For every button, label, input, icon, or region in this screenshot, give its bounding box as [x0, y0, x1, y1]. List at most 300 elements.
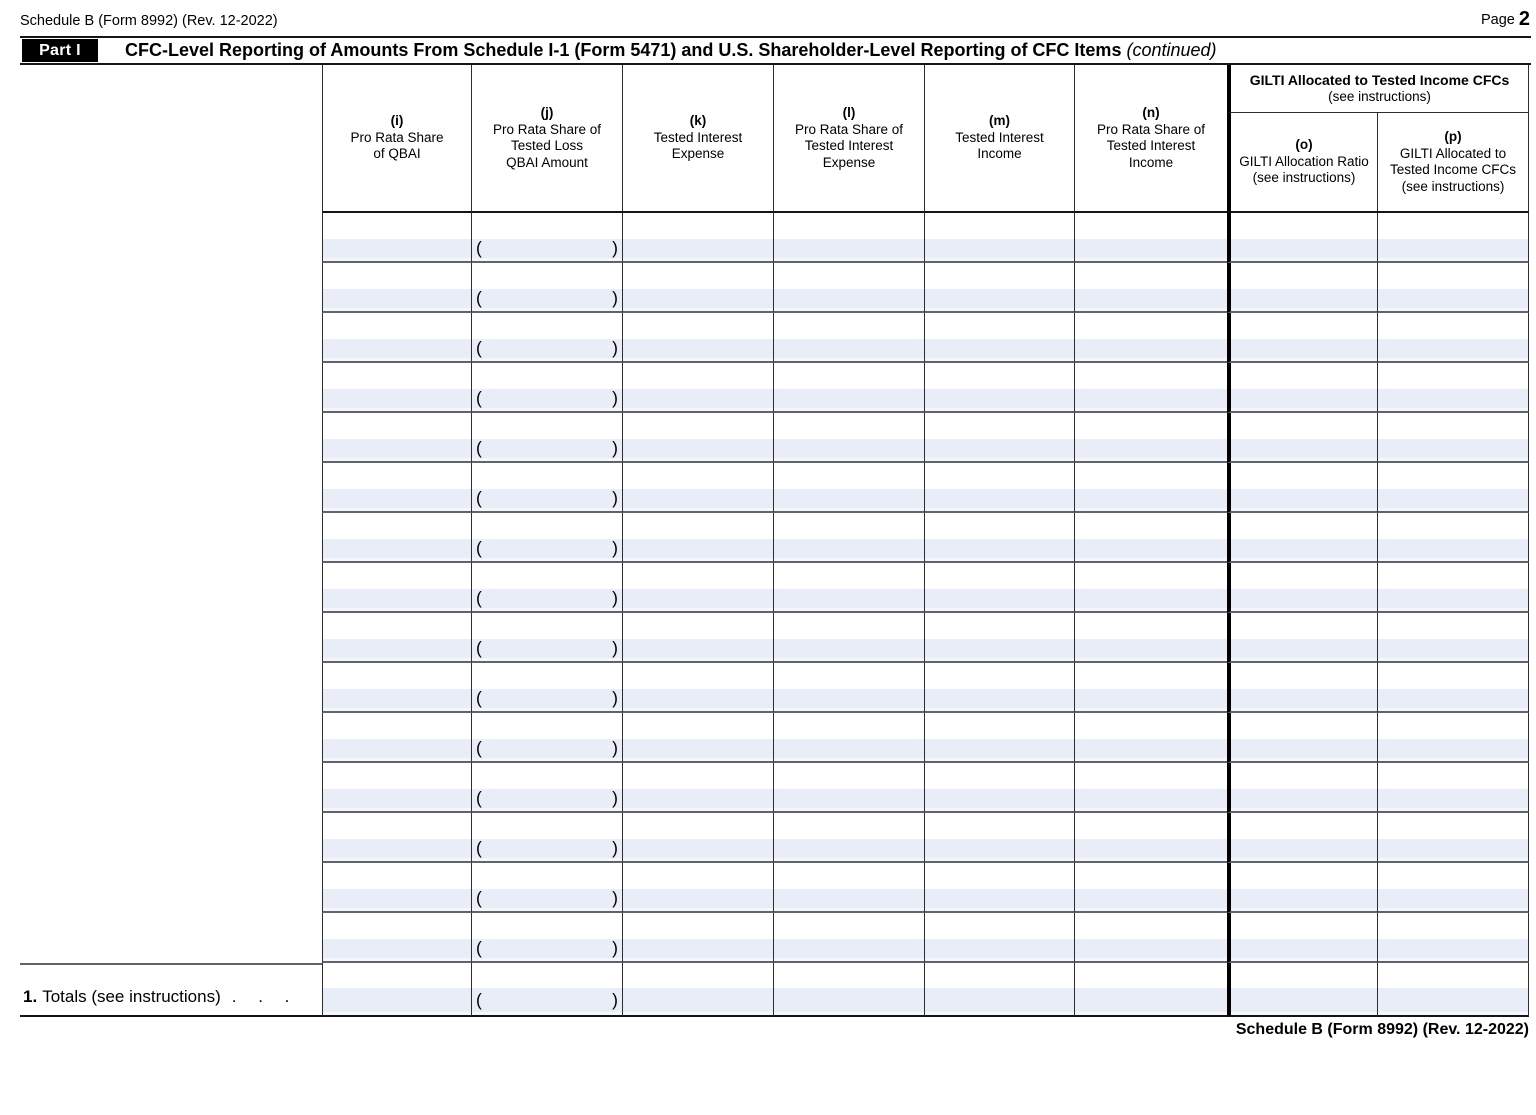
- input-k-row1[interactable]: [623, 239, 773, 261]
- cell-upper-area: [925, 263, 1074, 289]
- cell-2-l: [774, 263, 925, 313]
- input-m-row11[interactable]: [925, 739, 1074, 761]
- cell-upper-area: [925, 563, 1074, 589]
- input-o-row1[interactable]: [1231, 239, 1377, 261]
- cell-2-k: [623, 263, 774, 313]
- input-n-row6[interactable]: [1075, 489, 1227, 511]
- cell-11-p: [1378, 713, 1529, 763]
- cell-15-p: [1378, 913, 1529, 963]
- input-j-row15[interactable]: [472, 939, 622, 961]
- input-p-row8[interactable]: [1378, 589, 1528, 611]
- input-k-row7[interactable]: [623, 539, 773, 561]
- input-n-row11[interactable]: [1075, 739, 1227, 761]
- cell-upper-area: [1075, 863, 1227, 889]
- cell-upper-area: [1378, 713, 1528, 739]
- cell-upper-area: [1378, 263, 1528, 289]
- cell-12-l: [774, 763, 925, 813]
- totals-input-l[interactable]: [774, 988, 924, 1015]
- cell-upper-area: [323, 763, 471, 789]
- column-label-line: (see instructions): [1252, 170, 1356, 186]
- cell-12-p: [1378, 763, 1529, 813]
- column-label-line: of QBAI: [373, 146, 421, 162]
- input-j-row3[interactable]: [472, 339, 622, 361]
- cell-3-p: [1378, 313, 1529, 363]
- input-n-row2[interactable]: [1075, 289, 1227, 311]
- cell-4-k: [623, 363, 774, 413]
- cell-upper-area: [472, 613, 622, 639]
- cell-upper-area: [1075, 313, 1227, 339]
- cell-upper-area: [925, 913, 1074, 939]
- cell-4-l: [774, 363, 925, 413]
- totals-input-p[interactable]: [1378, 988, 1528, 1015]
- input-i-row15[interactable]: [323, 939, 471, 961]
- paren-open: (: [476, 788, 482, 808]
- input-k-row11[interactable]: [623, 739, 773, 761]
- column-letter: (j): [540, 105, 554, 120]
- input-l-row8[interactable]: [774, 589, 924, 611]
- cell-upper-area: [623, 813, 773, 839]
- input-l-row7[interactable]: [774, 539, 924, 561]
- cell-8-j: [472, 563, 623, 613]
- paren-open: (: [476, 338, 482, 358]
- column-label-line: Tested Loss: [510, 138, 584, 153]
- totals-input-i[interactable]: [323, 988, 471, 1015]
- input-m-row9[interactable]: [925, 639, 1074, 661]
- cell-8-m: [925, 563, 1075, 613]
- cell-14-j: [472, 863, 623, 913]
- cell-upper-area: [1075, 563, 1227, 589]
- cell-upper-area: [925, 813, 1074, 839]
- cell-4-m: [925, 363, 1075, 413]
- totals-cell-j: [472, 963, 623, 1017]
- column-label-line: GILTI Allocated to: [1399, 145, 1507, 161]
- input-m-row6[interactable]: [925, 489, 1074, 511]
- column-label-line: Income: [977, 146, 1022, 162]
- cell-15-n: [1075, 913, 1227, 963]
- input-o-row11[interactable]: [1231, 739, 1377, 761]
- cell-5-o: [1227, 413, 1378, 463]
- input-o-row15[interactable]: [1231, 939, 1377, 961]
- input-n-row3[interactable]: [1075, 339, 1227, 361]
- cell-upper-area: [1378, 913, 1528, 939]
- form-reference: Schedule B (Form 8992) (Rev. 12-2022): [20, 13, 278, 29]
- cell-upper-area: [1231, 263, 1377, 289]
- input-o-row10[interactable]: [1231, 689, 1377, 711]
- input-k-row5[interactable]: [623, 439, 773, 461]
- paren-close: ): [612, 888, 618, 908]
- cell-7-l: [774, 513, 925, 563]
- input-n-row15[interactable]: [1075, 939, 1227, 961]
- input-p-row10[interactable]: [1378, 689, 1528, 711]
- input-p-row14[interactable]: [1378, 889, 1528, 911]
- cell-5-j: [472, 413, 623, 463]
- input-o-row6[interactable]: [1231, 489, 1377, 511]
- input-o-row7[interactable]: [1231, 539, 1377, 561]
- column-label-line: Tested Interest: [653, 129, 743, 145]
- cell-upper-area: [472, 763, 622, 789]
- cell-9-l: [774, 613, 925, 663]
- input-o-row13[interactable]: [1231, 839, 1377, 861]
- input-l-row6[interactable]: [774, 489, 924, 511]
- cell-upper-area: [1075, 363, 1227, 389]
- cell-upper-area: [1378, 463, 1528, 489]
- input-l-row15[interactable]: [774, 939, 924, 961]
- cell-upper-area: [1231, 713, 1377, 739]
- input-m-row13[interactable]: [925, 839, 1074, 861]
- column-header-i: [322, 65, 472, 213]
- column-letter: (o): [1295, 137, 1313, 153]
- paren-close: ): [612, 588, 618, 608]
- input-o-row12[interactable]: [1231, 789, 1377, 811]
- input-p-row2[interactable]: [1378, 289, 1528, 311]
- cell-upper-area: [1378, 213, 1528, 239]
- cell-13-m: [925, 813, 1075, 863]
- input-i-row14[interactable]: [323, 889, 471, 911]
- cell-10-l: [774, 663, 925, 713]
- input-k-row8[interactable]: [623, 589, 773, 611]
- input-k-row2[interactable]: [623, 289, 773, 311]
- cell-1-p: [1378, 213, 1529, 263]
- totals-input-k[interactable]: [623, 988, 773, 1015]
- paren-open: (: [476, 388, 482, 408]
- totals-cell-i: [322, 963, 472, 1017]
- column-header-m: [925, 65, 1075, 213]
- paren-open: (: [476, 288, 482, 308]
- cell-13-j: [472, 813, 623, 863]
- column-letter: (n): [1142, 105, 1160, 120]
- cell-13-l: [774, 813, 925, 863]
- cell-upper-area: [1075, 713, 1227, 739]
- cell-3-m: [925, 313, 1075, 363]
- input-m-row1[interactable]: [925, 239, 1074, 261]
- input-k-row4[interactable]: [623, 389, 773, 411]
- column-header-j: [472, 65, 623, 213]
- cell-15-k: [623, 913, 774, 963]
- input-n-row8[interactable]: [1075, 589, 1227, 611]
- input-i-row1[interactable]: [323, 239, 471, 261]
- input-j-row8[interactable]: [472, 589, 622, 611]
- input-j-row14[interactable]: [472, 889, 622, 911]
- cell-upper-area: [323, 563, 471, 589]
- cell-10-j: [472, 663, 623, 713]
- input-i-row12[interactable]: [323, 789, 471, 811]
- cell-upper-area: [323, 663, 471, 689]
- totals-input-m[interactable]: [925, 988, 1074, 1015]
- cell-3-k: [623, 313, 774, 363]
- input-o-row3[interactable]: [1231, 339, 1377, 361]
- cell-upper-area: [774, 513, 924, 539]
- input-i-row11[interactable]: [323, 739, 471, 761]
- cell-upper-area: [774, 463, 924, 489]
- cell-upper-area: [1378, 763, 1528, 789]
- input-m-row5[interactable]: [925, 439, 1074, 461]
- cell-upper-area: [623, 863, 773, 889]
- part-title-text: CFC-Level Reporting of Amounts From Schedule I-1 (Form 5471) and U.S. Shareholder-Level Reporting of CFC Items: [125, 40, 1122, 60]
- input-j-row7[interactable]: [472, 539, 622, 561]
- paren-open: (: [476, 738, 482, 758]
- input-m-row7[interactable]: [925, 539, 1074, 561]
- cell-upper-area: [1231, 863, 1377, 889]
- cell-upper-area: [1231, 313, 1377, 339]
- input-k-row14[interactable]: [623, 889, 773, 911]
- paren-close: ): [612, 738, 618, 758]
- cell-12-o: [1227, 763, 1378, 813]
- cell-upper-area: [1231, 563, 1377, 589]
- paren-close: ): [612, 838, 618, 858]
- totals-input-o[interactable]: [1231, 988, 1377, 1015]
- cell-2-m: [925, 263, 1075, 313]
- cell-8-k: [623, 563, 774, 613]
- cell-upper-area: [323, 513, 471, 539]
- cell-upper-area: [774, 813, 924, 839]
- input-o-row14[interactable]: [1231, 889, 1377, 911]
- cell-11-l: [774, 713, 925, 763]
- input-j-row12[interactable]: [472, 789, 622, 811]
- input-j-row11[interactable]: [472, 739, 622, 761]
- input-j-row1[interactable]: [472, 239, 622, 261]
- cell-7-p: [1378, 513, 1529, 563]
- input-j-row10[interactable]: [472, 689, 622, 711]
- cell-upper-area: [1378, 513, 1528, 539]
- input-l-row12[interactable]: [774, 789, 924, 811]
- input-p-row15[interactable]: [1378, 939, 1528, 961]
- input-n-row13[interactable]: [1075, 839, 1227, 861]
- input-m-row15[interactable]: [925, 939, 1074, 961]
- cell-upper-area: [472, 713, 622, 739]
- cell-upper-area: [472, 813, 622, 839]
- input-i-row7[interactable]: [323, 539, 471, 561]
- cell-upper-area: [1378, 963, 1528, 988]
- cell-9-n: [1075, 613, 1227, 663]
- cell-upper-area: [623, 663, 773, 689]
- input-p-row3[interactable]: [1378, 339, 1528, 361]
- cell-upper-area: [472, 863, 622, 889]
- cell-upper-area: [925, 663, 1074, 689]
- input-n-row7[interactable]: [1075, 539, 1227, 561]
- input-n-row12[interactable]: [1075, 789, 1227, 811]
- input-i-row6[interactable]: [323, 489, 471, 511]
- cell-4-i: [322, 363, 472, 413]
- cell-11-j: [472, 713, 623, 763]
- cell-upper-area: [774, 763, 924, 789]
- input-k-row10[interactable]: [623, 689, 773, 711]
- cell-upper-area: [623, 263, 773, 289]
- input-o-row4[interactable]: [1231, 389, 1377, 411]
- input-l-row5[interactable]: [774, 439, 924, 461]
- totals-cell-n: [1075, 963, 1227, 1017]
- input-j-row6[interactable]: [472, 489, 622, 511]
- cell-upper-area: [472, 313, 622, 339]
- totals-input-j[interactable]: [472, 988, 622, 1015]
- cell-upper-area: [1378, 613, 1528, 639]
- column-label-line: Income: [1128, 154, 1174, 170]
- input-k-row9[interactable]: [623, 639, 773, 661]
- input-j-row4[interactable]: [472, 389, 622, 411]
- cell-11-k: [623, 713, 774, 763]
- input-k-row6[interactable]: [623, 489, 773, 511]
- cell-upper-area: [1075, 763, 1227, 789]
- input-i-row3[interactable]: [323, 339, 471, 361]
- cell-14-m: [925, 863, 1075, 913]
- cell-7-i: [322, 513, 472, 563]
- cell-upper-area: [1378, 363, 1528, 389]
- paren-open: (: [476, 538, 482, 558]
- cell-upper-area: [623, 963, 773, 988]
- input-p-row9[interactable]: [1378, 639, 1528, 661]
- input-p-row6[interactable]: [1378, 489, 1528, 511]
- dot-leader: . . .: [231, 987, 290, 1006]
- input-n-row14[interactable]: [1075, 889, 1227, 911]
- input-k-row3[interactable]: [623, 339, 773, 361]
- input-m-row3[interactable]: [925, 339, 1074, 361]
- column-letter: (m): [989, 113, 1010, 129]
- input-o-row2[interactable]: [1231, 289, 1377, 311]
- input-i-row8[interactable]: [323, 589, 471, 611]
- cell-12-j: [472, 763, 623, 813]
- input-o-row5[interactable]: [1231, 439, 1377, 461]
- input-m-row12[interactable]: [925, 789, 1074, 811]
- input-j-row5[interactable]: [472, 439, 622, 461]
- input-k-row15[interactable]: [623, 939, 773, 961]
- input-n-row1[interactable]: [1075, 239, 1227, 261]
- cell-upper-area: [1231, 213, 1377, 239]
- input-l-row3[interactable]: [774, 339, 924, 361]
- input-l-row4[interactable]: [774, 389, 924, 411]
- input-p-row5[interactable]: [1378, 439, 1528, 461]
- input-o-row9[interactable]: [1231, 639, 1377, 661]
- column-label-line: Tested Interest: [804, 138, 894, 153]
- cell-upper-area: [472, 263, 622, 289]
- cell-upper-area: [1075, 963, 1227, 988]
- input-p-row13[interactable]: [1378, 839, 1528, 861]
- cell-15-i: [322, 913, 472, 963]
- input-k-row13[interactable]: [623, 839, 773, 861]
- totals-input-n[interactable]: [1075, 988, 1227, 1015]
- cell-upper-area: [925, 413, 1074, 439]
- cell-9-i: [322, 613, 472, 663]
- cell-1-o: [1227, 213, 1378, 263]
- cell-7-j: [472, 513, 623, 563]
- input-m-row2[interactable]: [925, 289, 1074, 311]
- paren-close: ): [612, 989, 618, 1010]
- cell-1-j: [472, 213, 623, 263]
- paren-open: (: [476, 888, 482, 908]
- input-i-row2[interactable]: [323, 289, 471, 311]
- part1-table: [322, 65, 1529, 1017]
- input-n-row9[interactable]: [1075, 639, 1227, 661]
- cell-upper-area: [774, 363, 924, 389]
- input-i-row9[interactable]: [323, 639, 471, 661]
- cell-12-i: [322, 763, 472, 813]
- column-label-line: (see instructions): [1401, 178, 1505, 194]
- input-n-row10[interactable]: [1075, 689, 1227, 711]
- cell-3-i: [322, 313, 472, 363]
- input-o-row8[interactable]: [1231, 589, 1377, 611]
- cell-upper-area: [1378, 563, 1528, 589]
- cell-7-o: [1227, 513, 1378, 563]
- input-l-row11[interactable]: [774, 739, 924, 761]
- cell-1-m: [925, 213, 1075, 263]
- input-m-row4[interactable]: [925, 389, 1074, 411]
- cell-upper-area: [1075, 663, 1227, 689]
- cell-upper-area: [623, 463, 773, 489]
- input-l-row10[interactable]: [774, 689, 924, 711]
- input-i-row10[interactable]: [323, 689, 471, 711]
- input-l-row2[interactable]: [774, 289, 924, 311]
- input-l-row9[interactable]: [774, 639, 924, 661]
- input-i-row5[interactable]: [323, 439, 471, 461]
- input-l-row14[interactable]: [774, 889, 924, 911]
- cell-10-o: [1227, 663, 1378, 713]
- cell-8-o: [1227, 563, 1378, 613]
- cell-upper-area: [623, 713, 773, 739]
- cell-upper-area: [1231, 413, 1377, 439]
- cell-13-i: [322, 813, 472, 863]
- cell-7-m: [925, 513, 1075, 563]
- input-j-row9[interactable]: [472, 639, 622, 661]
- cell-5-m: [925, 413, 1075, 463]
- cell-upper-area: [774, 863, 924, 889]
- input-p-row4[interactable]: [1378, 389, 1528, 411]
- column-label-line: Pro Rata Share: [350, 129, 444, 145]
- input-i-row13[interactable]: [323, 839, 471, 861]
- cell-13-o: [1227, 813, 1378, 863]
- cell-upper-area: [774, 313, 924, 339]
- input-p-row1[interactable]: [1378, 239, 1528, 261]
- cell-upper-area: [925, 613, 1074, 639]
- input-m-row10[interactable]: [925, 689, 1074, 711]
- input-i-row4[interactable]: [323, 389, 471, 411]
- page-number: 2: [1518, 8, 1530, 30]
- input-p-row11[interactable]: [1378, 739, 1528, 761]
- cell-7-k: [623, 513, 774, 563]
- cell-upper-area: [323, 363, 471, 389]
- cell-upper-area: [925, 463, 1074, 489]
- input-p-row7[interactable]: [1378, 539, 1528, 561]
- cell-upper-area: [774, 613, 924, 639]
- totals-cell-o: [1227, 963, 1378, 1017]
- column-label-line: Pro Rata Share of: [492, 121, 602, 137]
- input-m-row8[interactable]: [925, 589, 1074, 611]
- cell-10-k: [623, 663, 774, 713]
- input-l-row1[interactable]: [774, 239, 924, 261]
- input-n-row4[interactable]: [1075, 389, 1227, 411]
- cell-2-o: [1227, 263, 1378, 313]
- cell-upper-area: [623, 913, 773, 939]
- cell-upper-area: [774, 563, 924, 589]
- input-j-row2[interactable]: [472, 289, 622, 311]
- cell-upper-area: [323, 413, 471, 439]
- input-n-row5[interactable]: [1075, 439, 1227, 461]
- input-m-row14[interactable]: [925, 889, 1074, 911]
- paren-close: ): [612, 338, 618, 358]
- column-header-p: [1378, 113, 1529, 213]
- cell-upper-area: [1231, 763, 1377, 789]
- cell-6-i: [322, 463, 472, 513]
- column-letter: (k): [689, 113, 707, 129]
- page-word: Page: [1481, 12, 1515, 28]
- cell-upper-area: [774, 963, 924, 988]
- input-l-row13[interactable]: [774, 839, 924, 861]
- cell-6-m: [925, 463, 1075, 513]
- input-j-row13[interactable]: [472, 839, 622, 861]
- cell-upper-area: [472, 213, 622, 239]
- input-k-row12[interactable]: [623, 789, 773, 811]
- input-p-row12[interactable]: [1378, 789, 1528, 811]
- cell-2-i: [322, 263, 472, 313]
- cell-upper-area: [623, 563, 773, 589]
- column-letter: (p): [1444, 129, 1462, 144]
